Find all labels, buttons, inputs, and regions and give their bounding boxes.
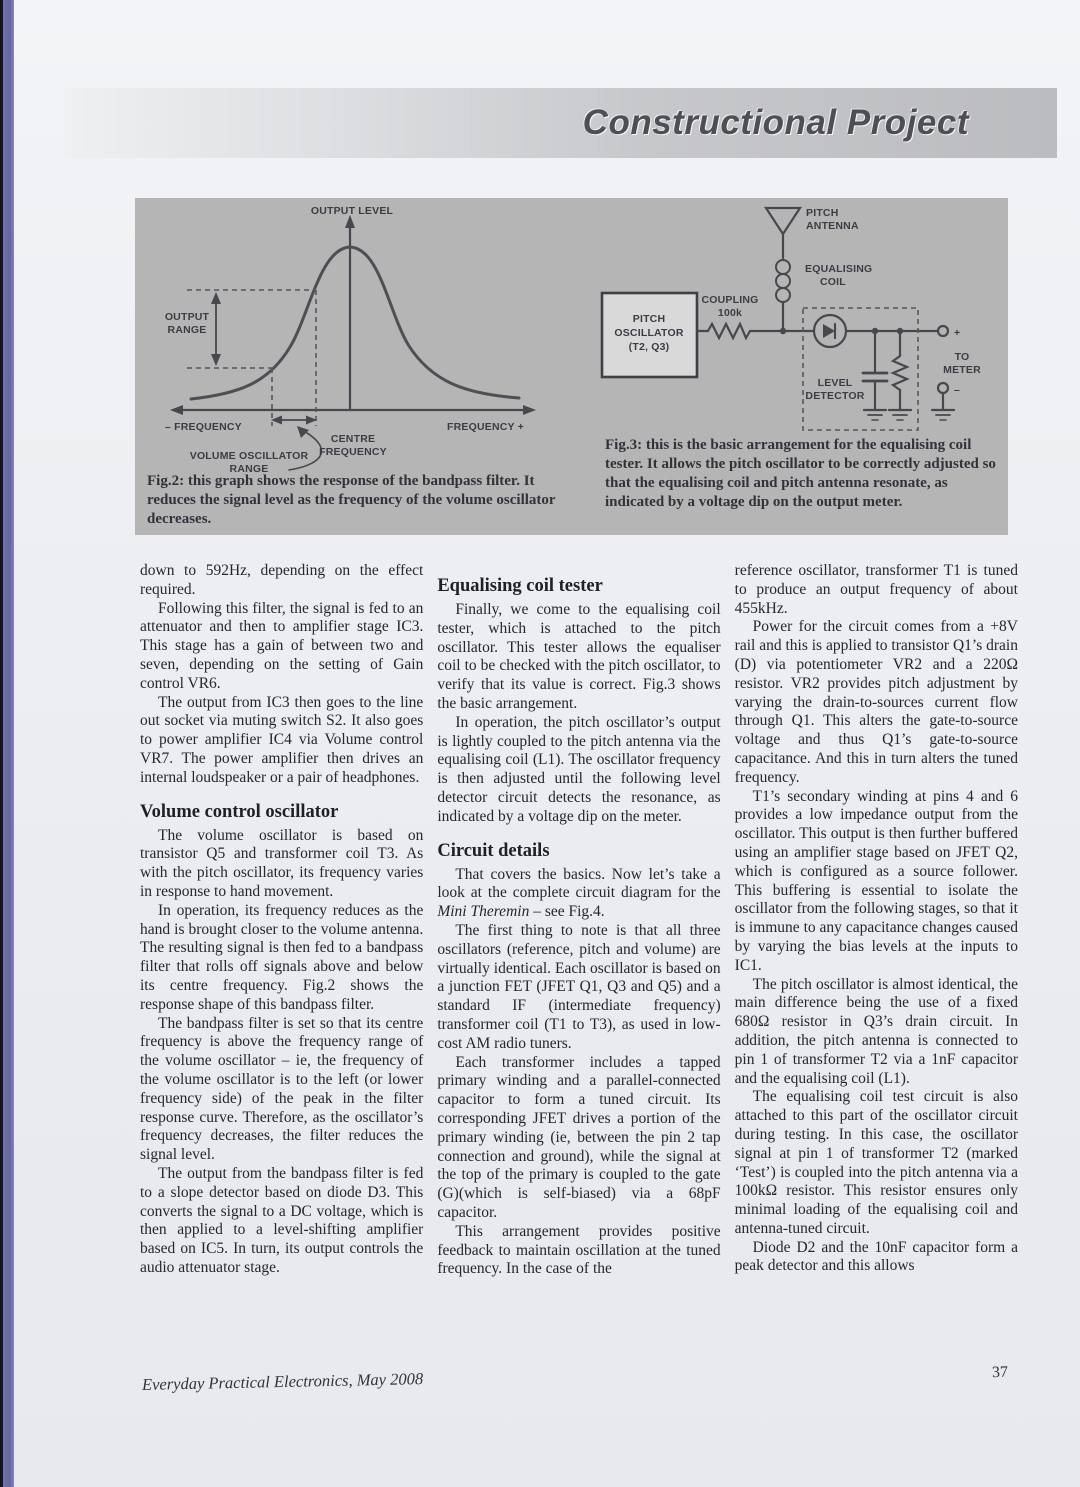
paragraph-text: That covers the basics. Now let’s take a look at the complete circuit diagram for the	[437, 865, 721, 902]
fig3-caption: Fig.3: this is the basic arrangement for the equalising coil tester. It allows the pitch oscillator to be correctly adjusted so that the equalising coil and pitch antenna resonate, as indicated by a voltage dip on the output meter.	[605, 437, 996, 510]
footer-page-number: 37	[991, 1363, 1009, 1382]
body-paragraph: Each transformer includes a tapped primary winding and a parallel-connected capacitor to form a tuned circuit. Its corresponding JFET drives a portion of the primary winding (ie, between the pin 2 tap connection and ground), while the signal at the top of the primary is coupled to the gate (G)(which is self-biased) via a 68pF capacitor.	[437, 1053, 721, 1221]
fig3-label-coupling-1: COUPLING	[701, 294, 759, 306]
fig2-caption: Fig.2: this graph shows the response of the bandpass filter. It reduces the signal level as the frequency of the volume oscillator decreases.	[147, 473, 556, 527]
fig2-axes	[167, 215, 536, 415]
body-paragraph: Diode D2 and the 10nF capacitor form a peak detector and this allows	[734, 1238, 1018, 1275]
section-heading-volume-control-oscillator: Volume control oscillator	[140, 801, 339, 822]
fig3-label-equalising-coil-1: EQUALISING	[805, 263, 873, 275]
body-paragraph: The first thing to note is that all three oscillators (reference, pitch and volume) are virtually identical. Each oscillator is based on a junction FET (JFET Q1, Q3 and Q5) and a standard IF (intermediate frequency) transformer coil (T1 to T3), as used in low-cost AM radio tuners.	[437, 921, 721, 1052]
fig2-response-curve	[191, 247, 519, 399]
body-paragraph: reference oscillator, transformer T1 is tuned to produce an output frequency of about 455kHz.	[734, 562, 1018, 617]
fig2-label-frequency-plus: FREQUENCY +	[447, 421, 524, 433]
column-1	[140, 562, 423, 1279]
figure-panel	[135, 198, 1008, 535]
fig3-filter-capacitor	[863, 331, 887, 420]
fig3-label-pitch-oscillator-2: OSCILLATOR	[614, 327, 684, 339]
fig3-load-resistor	[889, 331, 911, 420]
body-paragraph: In operation, its frequency reduces as the hand is brought closer to the volume antenna. The resulting signal is then fed to a bandpass filter that rolls off signals above and below its centre frequency. Fig.2 shows the response shape of this bandpass filter.	[140, 901, 424, 1013]
body-paragraph: The volume oscillator is based on transistor Q5 and transformer coil T3. As with the pitch oscillator, its frequency varies in response to hand movement.	[140, 826, 424, 900]
column-3	[735, 562, 1018, 1279]
body-paragraph: This arrangement provides positive feedback to maintain oscillation at the tuned frequency. In the case of the	[437, 1222, 721, 1278]
fig3-label-plus: +	[954, 327, 961, 339]
body-paragraph: Following this filter, the signal is fed to an attenuator and then to amplifier stage IC3. This stage has a gain of between two and seven, depending on the setting of Gain control VR6.	[140, 599, 424, 692]
fig2-bandpass-response-graph	[137, 198, 597, 474]
body-paragraph: The equalising coil test circuit is also attached to this part of the oscillator circuit during testing. In this case, the oscillator signal at pin 1 of transformer T2 (marked ‘Test’) is coupled into the pitch antenna via a 100kΩ resistor. This resistor ensures only minimal loading of the equalising coil and antenna-tuned circuit.	[734, 1088, 1018, 1237]
fig3-label-minus: –	[954, 384, 961, 396]
fig3-label-to-meter-2: METER	[943, 364, 981, 376]
paragraph-text: – see Fig.4.	[529, 903, 605, 921]
body-paragraph: The output from the bandpass filter is fed to a slope detector based on diode D3. This converts the signal to a DC voltage, which is then applied to a level-shifting amplifier based on IC5. In turn, its output controls the audio attenuator stage.	[140, 1164, 424, 1276]
fig2-label-centre-frequency-2: FREQUENCY	[319, 446, 387, 458]
fig2-label-output-range-1: OUTPUT	[164, 311, 210, 323]
fig3-equalising-coil-symbol	[776, 260, 790, 331]
fig3-label-to-meter-1: TO	[954, 351, 970, 363]
column-2	[437, 562, 720, 1279]
fig3-label-pitch-oscillator-1: PITCH	[632, 313, 666, 325]
fig3-pitch-antenna-symbol	[766, 208, 800, 258]
page-edge-strip	[0, 0, 14, 1487]
body-paragraph: Power for the circuit comes from a +8V rail and this is applied to transistor Q1’s drain (D) via potentiometer VR2 and a 220Ω resistor. VR2 provides pitch adjustment by varying the drain-to-sources current flow through Q1. This alters the gate-to-source voltage and thus Q1’s gate-to-source capacitance. And this in turn alters the tuned frequency.	[734, 618, 1018, 786]
body-paragraph: The bandpass filter is set so that its centre frequency is above the frequency range of the volume oscillator – ie, the frequency of the volume oscillator is to the left (or lower frequency side) of the peak in the filter response curve. Therefore, as the oscillator’s frequency decreases, the filter reduces the signal level.	[140, 1014, 424, 1164]
fig2-label-centre-frequency-1: CENTRE	[330, 433, 376, 445]
fig2-label-output-range-2: RANGE	[167, 324, 207, 336]
fig3-label-level-detector-2: DETECTOR	[805, 390, 865, 402]
fig3-label-level-detector-1: LEVEL	[817, 377, 853, 389]
fig2-label-volume-osc-range-1: VOLUME OSCILLATOR	[189, 450, 309, 462]
body-paragraph: down to 592Hz, depending on the effect required.	[140, 562, 424, 598]
section-heading-circuit-details: Circuit details	[437, 840, 550, 861]
section-heading-equalising-coil-tester: Equalising coil tester	[437, 576, 603, 596]
fig3-equalising-coil-tester-diagram	[598, 198, 1008, 434]
fig3-coupling-resistor	[697, 324, 814, 338]
body-paragraph: The output from IC3 then goes to the line out socket via muting switch S2. It also goes to power amplifier IC4 via Volume control VR7. The power amplifier then drives an internal loudspeaker or a pair of headphones.	[140, 693, 424, 786]
fig3-label-pitch-oscillator-3: (T2, Q3)	[628, 341, 670, 353]
fig2-label-output-level: OUTPUT LEVEL	[310, 205, 394, 217]
italic-title-mini-theremin: Mini Theremin	[437, 903, 530, 921]
body-paragraph: In operation, the pitch oscillator’s output is lightly coupled to the pitch antenna via the equalising coil (L1). The oscillator frequency is then adjusted until the following level detector circuit detects the resonance, as indicated by a voltage dip on the meter.	[437, 713, 721, 825]
fig3-label-pitch-antenna-2: ANTENNA	[806, 220, 859, 232]
fig3-label-pitch-antenna-1: PITCH	[806, 207, 839, 219]
footer-journal-title: Everyday Practical Electronics, May 2008	[141, 1369, 424, 1394]
body-paragraph	[437, 866, 720, 922]
body-paragraph: Finally, we come to the equalising coil tester, which is attached to the pitch oscillator. This tester allows the equaliser coil to be checked with the pitch oscillator, to verify that its value is correct. Fig.3 shows the basic arrangement.	[437, 601, 721, 712]
fig2-output-range-arrow	[211, 292, 221, 366]
fig2-label-volume-osc-range-2: RANGE	[229, 463, 269, 474]
fig3-label-equalising-coil-2: COIL	[820, 276, 846, 288]
body-paragraph: T1’s secondary winding at pins 4 and 6 provides a low impedance output from the oscillator. This output is then further buffered using an amplifier stage based on JFET Q2, which is configured as a source follower. This buffering is essential to isolate the oscillator from the following stages, so that it is immune to any capacitance changes caused by varying the bias levels at the inputs to IC1.	[734, 787, 1018, 974]
article-body	[140, 562, 1018, 1279]
fig2-label-frequency-minus: – FREQUENCY	[165, 421, 242, 433]
fig3-pitch-oscillator-box	[602, 293, 697, 377]
section-title: Constructional Project	[582, 103, 969, 142]
body-paragraph: The pitch oscillator is almost identical, the main difference being the use of a fixed 680Ω resistor in Q3’s drain circuit. In addition, the pitch antenna is connected to pin 1 of transformer T2 via a 1nF capacitor and the equalising coil (L1).	[734, 975, 1018, 1087]
header-banner	[64, 88, 1057, 158]
fig3-label-coupling-2: 100k	[717, 307, 743, 319]
